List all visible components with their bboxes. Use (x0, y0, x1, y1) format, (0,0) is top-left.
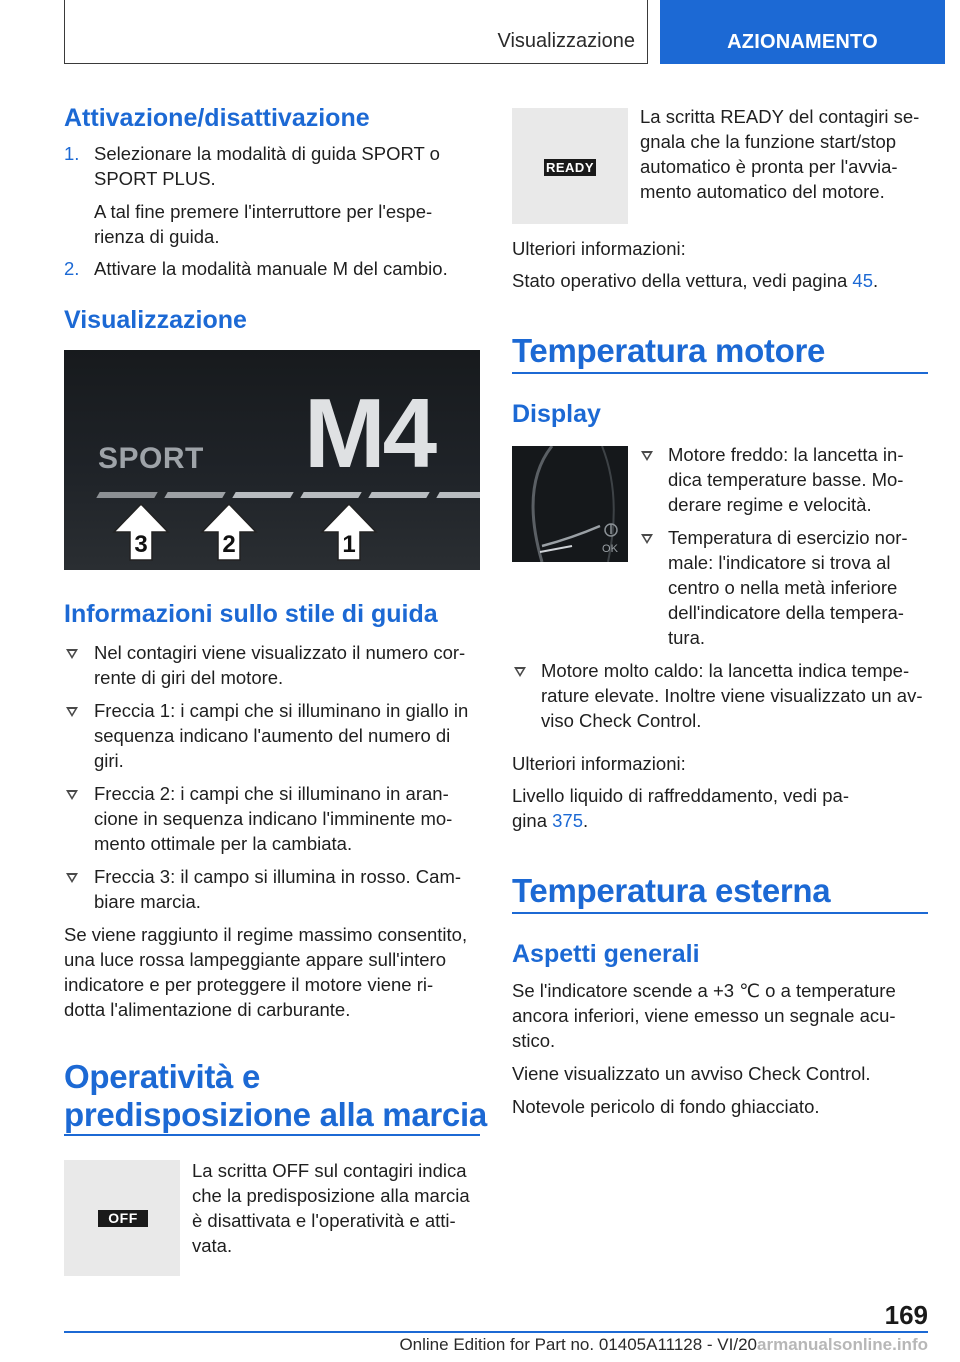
heading-underline (512, 372, 928, 374)
bullet-triangle-icon (641, 451, 653, 461)
header-chapter-tab[interactable] (660, 0, 945, 64)
bullet-text: dell'indicatore della tempera- (668, 602, 904, 623)
cross-reference-text: Livello liquido di raffreddamento, vedi pa- (512, 785, 849, 806)
shift-light-segment (232, 492, 293, 498)
arrow-up-icon (200, 502, 258, 562)
cross-reference-text: Stato operativo della vettura, vedi pagina (512, 270, 853, 291)
footer-edition (0, 1335, 928, 1355)
paragraph-text: è disattivata e l'operatività e atti- (192, 1210, 456, 1231)
paragraph-text: mento automatico del motore. (640, 181, 885, 202)
header-chapter-label: AZIONAMENTO (727, 31, 878, 53)
heading-visualizzazione: Visualizzazione (64, 306, 247, 334)
heading-temperatura-esterna: Temperatura esterna (512, 872, 831, 909)
bullet-text: dica temperature basse. Mo- (668, 469, 904, 490)
paragraph-text: dotta l'alimentazione di carburante. (64, 999, 351, 1020)
shift-light-segment (436, 492, 480, 498)
paragraph-text: una luce rossa lampeggiante appare sull'intero (64, 949, 446, 970)
paragraph-text: vata. (192, 1235, 233, 1256)
paragraph-text: Notevole pericolo di fondo ghiacciato. (512, 1096, 820, 1117)
heading-operativita: Operatività e (64, 1058, 261, 1095)
step-note: A tal fine premere l'interruttore per l'espe- (94, 201, 433, 222)
bullet-text: Motore molto caldo: la lancetta indica tempe- (541, 660, 910, 681)
bullet-text: Motore freddo: la lancetta in- (668, 444, 904, 465)
gauge-dial-icon (512, 446, 628, 562)
bullet-text: Freccia 2: i campi che si illuminano in aran- (94, 783, 449, 804)
footer-rule (64, 1331, 928, 1333)
off-badge: OFF (98, 1210, 148, 1227)
bullet-text: Freccia 3: il campo si illumina in rosso. Cam- (94, 866, 462, 887)
paragraph-text: stico. (512, 1030, 556, 1051)
heading-aspetti-generali: Aspetti generali (512, 940, 700, 968)
bullet-triangle-icon (514, 667, 526, 677)
paragraph-text: La scritta OFF sul contagiri indica (192, 1160, 467, 1181)
more-info-label: Ulteriori informazioni: (512, 238, 686, 259)
arrow-up-icon (320, 502, 378, 562)
shift-light-segment (164, 492, 225, 498)
heading-attivazione: Attivazione/disattivazione (64, 104, 370, 132)
bullet-triangle-icon (66, 790, 78, 800)
cross-reference (512, 808, 588, 833)
bullet-text: mento ottimale per la cambiata. (94, 833, 353, 854)
bullet-triangle-icon (66, 649, 78, 659)
bullet-text: centro o nella metà inferiore (668, 577, 898, 598)
bullet-triangle-icon (641, 534, 653, 544)
cross-reference-text: gina (512, 810, 553, 831)
heading-operativita-line2: predisposizione alla marcia (64, 1096, 487, 1133)
page-link[interactable]: 375 (552, 810, 583, 831)
off-indicator-thumbnail (64, 1160, 180, 1276)
bullet-text: Nel contagiri viene visualizzato il numero cor- (94, 642, 466, 663)
figure-mode-text: SPORT (98, 442, 204, 475)
header-section-label: Visualizzazione (497, 30, 635, 52)
step-note: rienza di guida. (94, 226, 220, 247)
heading-temperatura-motore: Temperatura motore (512, 332, 826, 369)
shift-light-segment (300, 492, 361, 498)
step-text: SPORT PLUS. (94, 168, 216, 189)
bullet-text: biare marcia. (94, 891, 201, 912)
paragraph-text: La scritta READY del contagiri se- (640, 106, 920, 127)
bullet-text: sequenza indicano l'aumento del numero di (94, 725, 451, 746)
page-number: 169 (884, 1300, 928, 1330)
ready-indicator-thumbnail (512, 108, 628, 224)
step-text: Attivare la modalità manuale M del cambio. (94, 258, 448, 279)
cross-reference-end: . (873, 270, 879, 291)
bullet-text: Freccia 1: i campi che si illuminano in giallo in (94, 700, 469, 721)
paragraph-text: ancora inferiori, viene emesso un segnale acu- (512, 1005, 896, 1026)
bullet-text: cione in sequenza indicano l'imminente mo- (94, 808, 453, 829)
heading-informazioni: Informazioni sullo stile di guida (64, 600, 438, 628)
more-info-label: Ulteriori informazioni: (512, 753, 686, 774)
shift-light-segment (96, 492, 157, 498)
step-text: Selezionare la modalità di guida SPORT o (94, 143, 440, 164)
cross-reference (512, 268, 878, 293)
bullet-text: derare regime e velocità. (668, 494, 872, 515)
bullet-text: male: l'indicatore si trova al (668, 552, 891, 573)
paragraph-text: gnala che la funzione start/stop (640, 131, 897, 152)
paragraph-text: Se viene raggiunto il regime massimo consentito, (64, 924, 468, 945)
arrow-label: 2 (222, 531, 236, 558)
bullet-triangle-icon (66, 873, 78, 883)
bullet-text: viso Check Control. (541, 710, 702, 731)
step-number: 1. (64, 143, 80, 164)
bullet-text: rature elevate. Inoltre viene visualizzato un av- (541, 685, 923, 706)
paragraph-text: Viene visualizzato un avviso Check Control. (512, 1063, 871, 1084)
bullet-text: rente di giri del motore. (94, 667, 284, 688)
bullet-triangle-icon (66, 707, 78, 717)
footer-watermark: armanualsonline.info (757, 1335, 928, 1354)
step-number: 2. (64, 258, 80, 279)
footer-edition-text: Online Edition for Part no. 01405A11128 - VI/20 (399, 1335, 758, 1354)
bullet-text: tura. (668, 627, 706, 648)
ready-badge: READY (545, 160, 594, 175)
temperature-gauge-thumbnail (512, 446, 628, 562)
arrow-label: 3 (134, 531, 148, 558)
bullet-text: Temperatura di esercizio nor- (668, 527, 908, 548)
heading-underline (512, 912, 928, 914)
shift-light-segment (368, 492, 429, 498)
heading-underline (64, 1134, 480, 1136)
arrow-up-icon (112, 502, 170, 562)
paragraph-text: automatico è pronta per l'avvia- (640, 156, 898, 177)
header-section-box (64, 0, 648, 64)
figure-gear-text: M4 (304, 378, 435, 488)
paragraph-text: che la predisposizione alla marcia (192, 1185, 470, 1206)
paragraph-text: indicatore e per proteggere il motore viene ri- (64, 974, 434, 995)
bullet-text: giri. (94, 750, 124, 771)
cross-reference-end: . (583, 810, 589, 831)
arrow-label: 1 (342, 531, 356, 558)
paragraph-text: Se l'indicatore scende a +3 ℃ o a temperature (512, 980, 896, 1001)
page-link[interactable]: 45 (852, 270, 873, 291)
gauge-ok-label: OK (602, 543, 618, 555)
heading-display: Display (512, 400, 601, 428)
shift-lights-figure (64, 350, 480, 570)
